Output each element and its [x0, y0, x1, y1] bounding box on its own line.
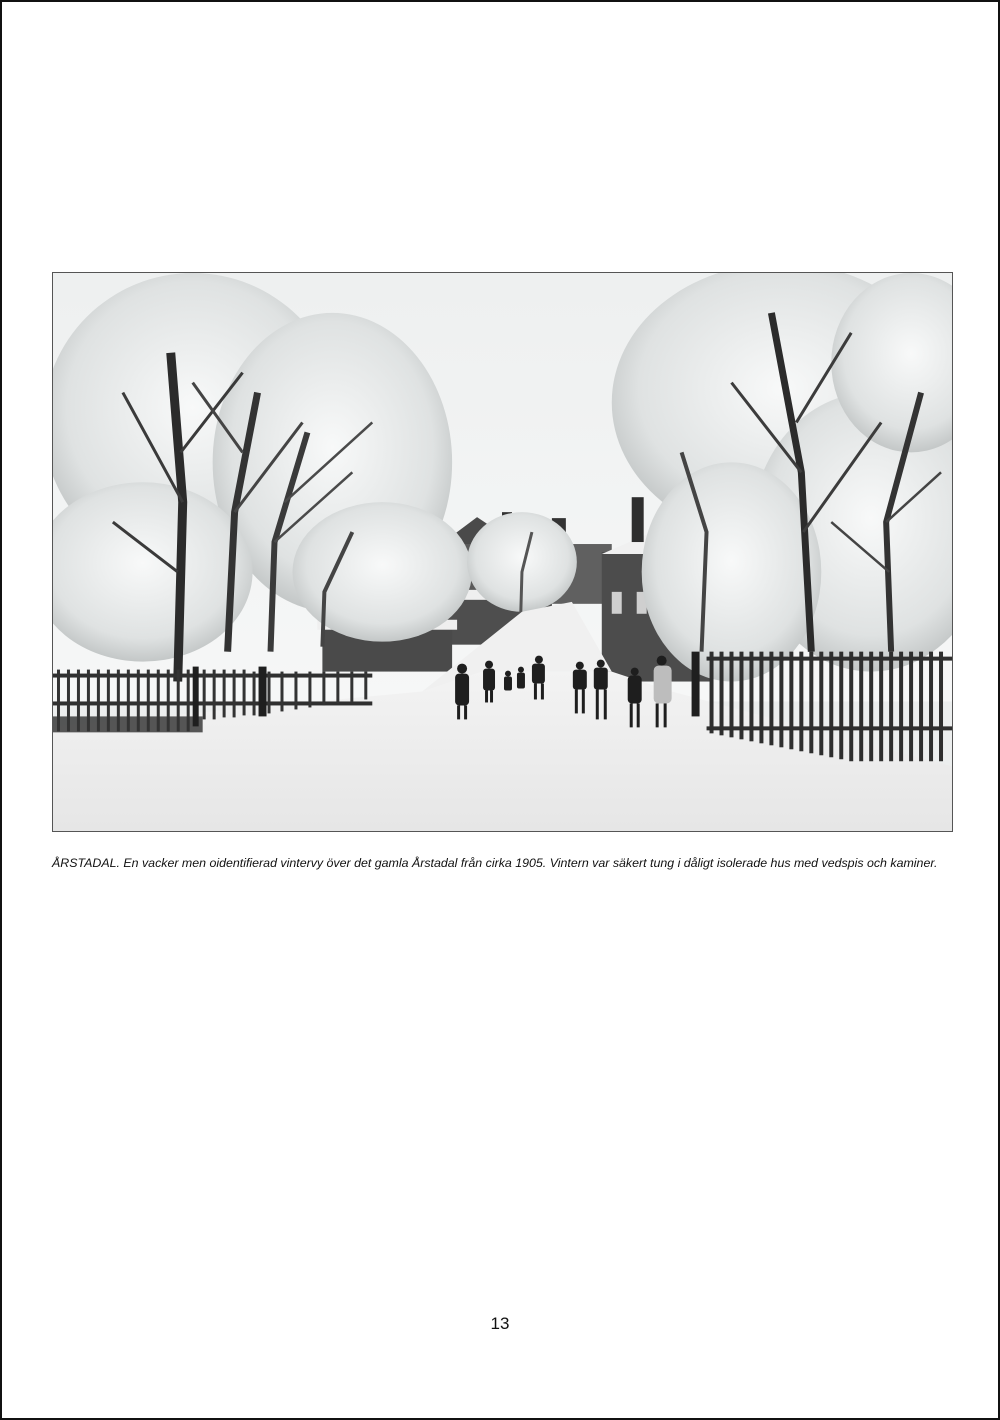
photo-illustration — [53, 273, 952, 831]
right-trees — [612, 273, 952, 682]
photo-caption: ÅRSTADAL. En vacker men oidentifierad vintervy över det gamla Årstadal från cirka 1905. Vintern var säkert tung i dåligt isolerade hus med vedspis och kaminer. — [52, 856, 938, 870]
page-number: 13 — [490, 1314, 510, 1333]
winter-street-photo — [52, 272, 953, 832]
